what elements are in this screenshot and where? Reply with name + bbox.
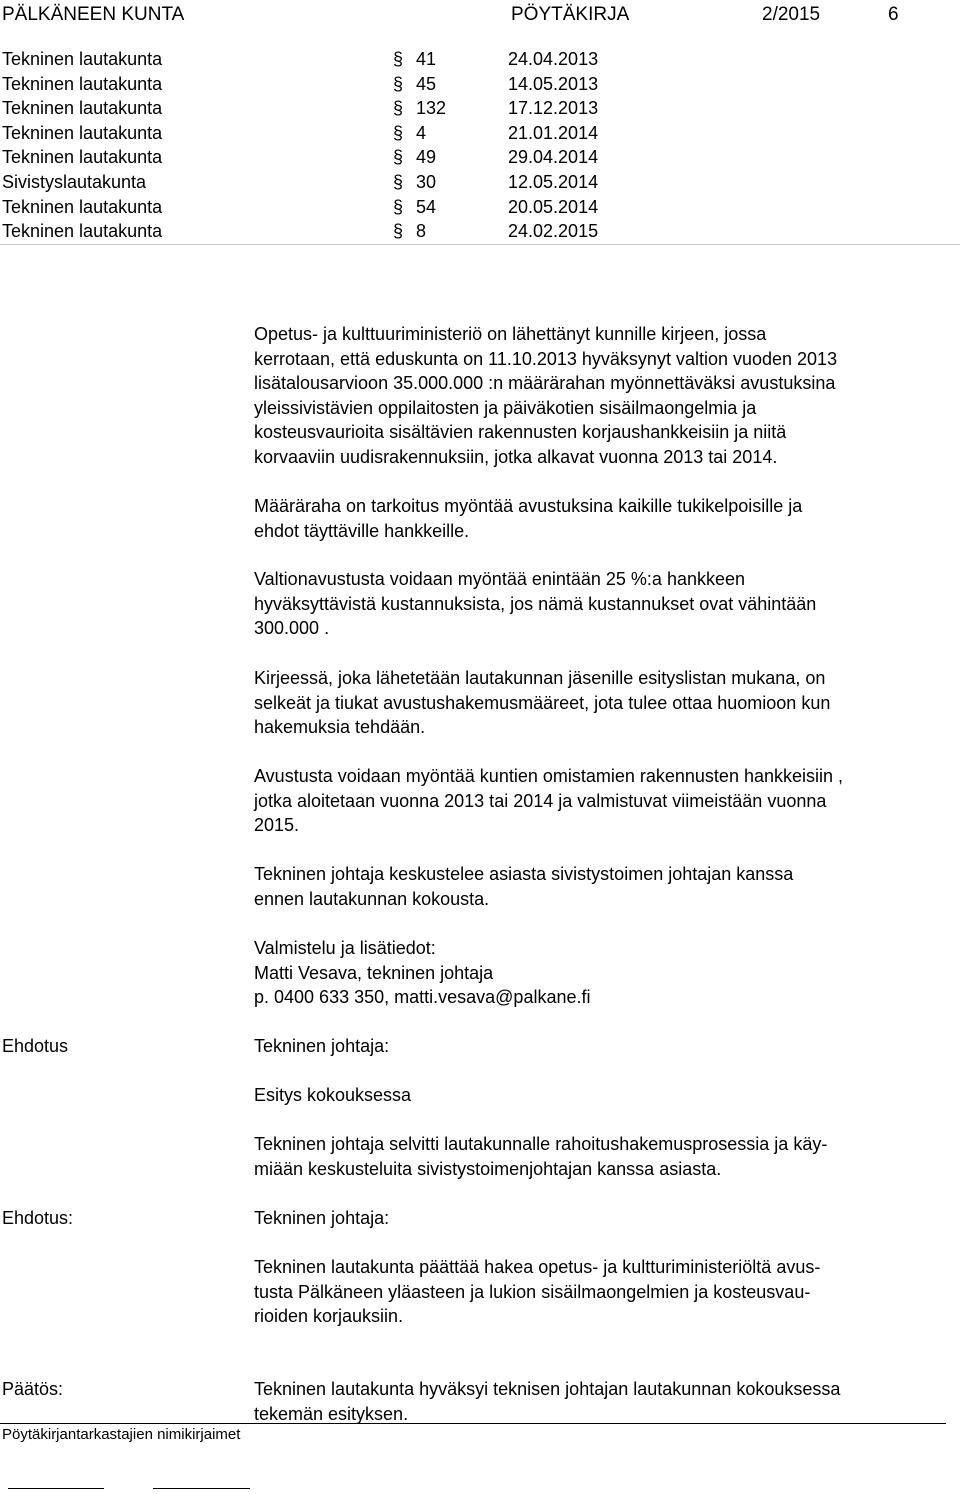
text-line: Tekninen johtaja: [254, 1036, 390, 1056]
text-line: Tekninen johtaja keskustelee asiasta sivistystoimen johtajan kanssa [254, 864, 794, 884]
history-date: 29.04.2014 [508, 147, 599, 168]
text-line: miään keskusteluita sivistystoimenjohtajan kanssa asiasta. [254, 1158, 722, 1179]
history-number: 49 [416, 147, 437, 168]
body-paragraph-ministry-letter [254, 322, 954, 469]
document-type: PÖYTÄKIRJA [511, 4, 630, 25]
text-line: 300.000 . [254, 618, 330, 638]
text-line: Tekninen lautakunta päättää hakea opetus- ja kultturiministeriöltä avus- [254, 1257, 821, 1277]
body-paragraph-letter-criteria [254, 666, 954, 740]
history-row [2, 47, 958, 72]
page-header [2, 3, 958, 27]
text-line: Avustusta voidaan myöntää kuntien omistamien rakennusten hankkeisiin , [254, 766, 844, 786]
history-row [2, 170, 958, 195]
proposal-label: Ehdotus [2, 1036, 69, 1056]
history-row [2, 121, 958, 146]
text-line: ehdot täyttäville hankkeille. [254, 520, 470, 541]
history-number: 41 [416, 49, 437, 69]
history-body: Tekninen lautakunta [2, 196, 163, 217]
signature-line [153, 1488, 250, 1489]
text-line: Valtionavustusta voidaan myöntää enintään 25 %:a hankkeen [254, 569, 746, 589]
signature-line [8, 1488, 104, 1489]
contact-name: Matti Vesava, tekninen johtaja [254, 962, 494, 983]
history-body: Tekninen lautakunta [2, 98, 163, 119]
section-symbol: § [393, 73, 404, 94]
text-line: kerrotaan, että eduskunta on 11.10.2013 hyväksynyt valtion vuoden 2013 [254, 348, 838, 369]
history-row [2, 195, 958, 220]
history-date: 12.05.2014 [508, 171, 599, 192]
history-body: Tekninen lautakunta [2, 73, 163, 94]
history-row [2, 145, 958, 170]
text-line: Opetus- ja kulttuuriministeriö on lähettänyt kunnille kirjeen, jossa [254, 324, 767, 344]
section-symbol: § [393, 122, 404, 143]
body-paragraph-appropriation [254, 494, 954, 543]
history-number: 30 [416, 171, 437, 192]
text-line: selkeät ja tiukat avustushakemusmääreet, jota tulee ottaa huomioon kun [254, 692, 831, 713]
history-date: 20.05.2014 [508, 196, 599, 217]
body-paragraph-discussion [254, 862, 954, 911]
history-number: 54 [416, 196, 437, 217]
history-number: 4 [416, 122, 427, 143]
history-date: 14.05.2013 [508, 73, 599, 94]
history-body: Tekninen lautakunta [2, 122, 163, 143]
history-row [2, 219, 958, 244]
history-body: Sivistyslautakunta [2, 171, 147, 192]
text-line: Tekninen johtaja selvitti lautakunnalle rahoitushakemusprosessia ja käy- [254, 1134, 828, 1154]
history-body: Tekninen lautakunta [2, 221, 163, 242]
history-number: 45 [416, 73, 437, 94]
document-number: 2/2015 [762, 4, 821, 25]
text-line: tekemän esityksen. [254, 1403, 409, 1424]
section-symbol: § [393, 221, 404, 242]
preparation-contact [254, 936, 954, 1010]
text-line: kosteusvaurioita sisältävien rakennusten korjaushankkeisiin ja niitä [254, 422, 787, 442]
history-number: 132 [416, 98, 447, 119]
text-line: jotka aloitetaan vuonna 2013 tai 2014 ja valmistuvat viimeistään vuonna [254, 790, 827, 811]
proposal2-author [254, 1206, 954, 1231]
text-line: Valmistelu ja lisätiedot: [254, 938, 436, 958]
text-line: korvaaviin uudisrakennuksiin, jotka alkavat vuonna 2013 tai 2014. [254, 446, 778, 467]
history-divider [0, 244, 960, 245]
history-number: 8 [416, 221, 427, 242]
meeting-history [2, 47, 958, 244]
meeting-presentation-heading [254, 1083, 954, 1108]
decision-label: Päätös: [2, 1379, 64, 1399]
text-line: hyväksyttävistä kustannuksista, jos nämä kustannukset ovat vähintään [254, 593, 817, 614]
history-date: 24.02.2015 [508, 221, 599, 242]
section-symbol: § [393, 196, 404, 217]
text-line: rioiden korjauksiin. [254, 1306, 404, 1326]
text-line: hakemuksia tehdään. [254, 717, 426, 737]
meeting-presentation-text [254, 1132, 954, 1181]
text-line: tusta Pälkäneen yläasteen ja lukion sisäilmaongelmien ja kosteusvau- [254, 1281, 811, 1302]
proposal2-label: Ehdotus: [2, 1208, 74, 1228]
history-body: Tekninen lautakunta [2, 49, 163, 69]
text-line: 2015. [254, 815, 300, 835]
section-symbol: § [393, 147, 404, 168]
body-paragraph-grant-limit [254, 567, 954, 641]
section-symbol: § [393, 171, 404, 192]
footer-divider [0, 1423, 946, 1424]
history-body: Tekninen lautakunta [2, 147, 163, 168]
contact-details: p. 0400 633 350, matti.vesava@palkane.fi [254, 987, 591, 1007]
body-paragraph-eligibility [254, 764, 954, 838]
decision-text [254, 1377, 954, 1426]
text-line: Tekninen lautakunta hyväksyi teknisen johtajan lautakunnan kokouksessa [254, 1379, 841, 1399]
history-row [2, 96, 958, 121]
proposal-author [254, 1034, 954, 1059]
history-date: 21.01.2014 [508, 122, 599, 143]
text-line: Esitys kokouksessa [254, 1085, 412, 1105]
text-line: Tekninen johtaja: [254, 1208, 390, 1228]
proposal2-text [254, 1255, 954, 1329]
section-symbol: § [393, 49, 404, 69]
section-symbol: § [393, 98, 404, 119]
text-line: ennen lautakunnan kokousta. [254, 888, 490, 909]
text-line: Määräraha on tarkoitus myöntää avustuksina kaikille tukikelpoisille ja [254, 496, 803, 516]
page-number: 6 [888, 4, 899, 25]
history-row [2, 72, 958, 97]
history-date: 17.12.2013 [508, 98, 599, 119]
organization-name: PÄLKÄNEEN KUNTA [2, 4, 185, 25]
text-line: Kirjeessä, joka lähetetään lautakunnan jäsenille esityslistan mukana, on [254, 668, 826, 688]
history-date: 24.04.2013 [508, 49, 599, 69]
signatures-label: Pöytäkirjantarkastajien nimikirjaimet [2, 1426, 241, 1443]
text-line: yleissivistävien oppilaitosten ja päiväkotien sisäilmaongelmia ja [254, 397, 757, 418]
text-line: lisätalousarvioon 35.000.000 :n määrärahan myönnettäväksi avustuksina [254, 373, 836, 393]
